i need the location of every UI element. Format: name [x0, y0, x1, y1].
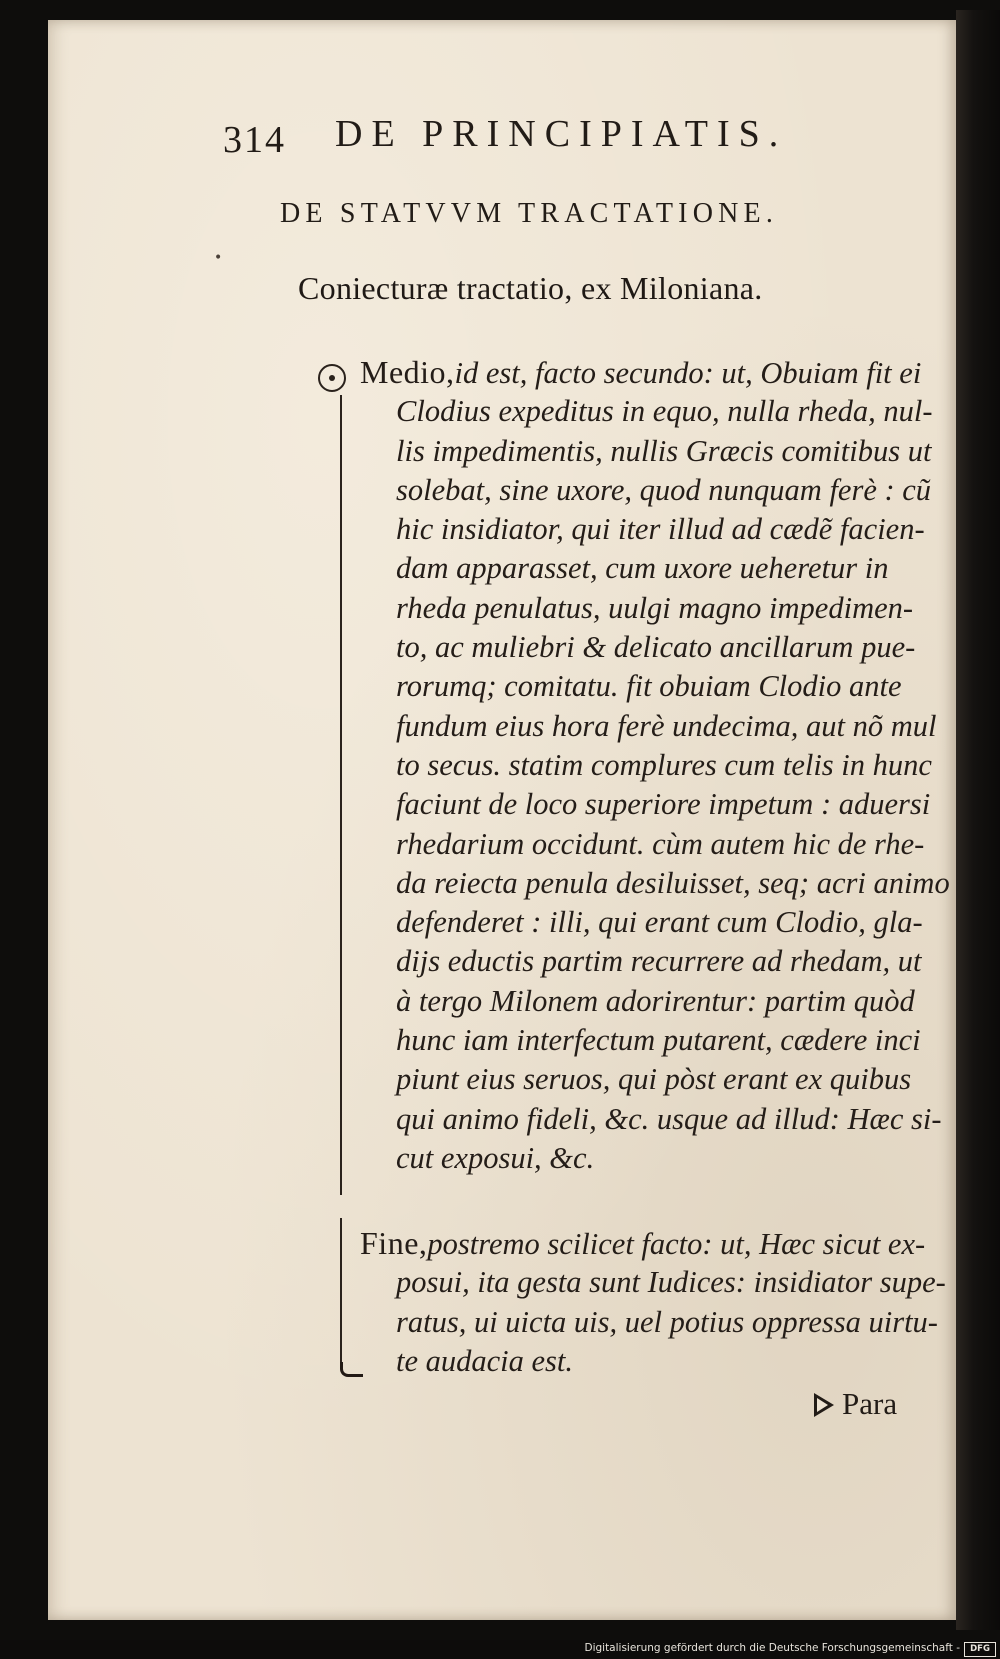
- lead-word-medio: Medio,: [360, 354, 455, 390]
- body-line: rheda penulatus, uulgi magno impedimen-: [396, 590, 914, 625]
- triangle-pointer-icon: [814, 1393, 834, 1417]
- paragraph-first-line: [360, 1223, 926, 1262]
- body-line: Clodius expeditus in equo, nulla rheda, nul-: [396, 394, 933, 429]
- body-line: hunc iam interfectum putarent, cædere inci: [396, 1023, 921, 1058]
- body-line: rhedarium occidunt. cùm autem hic de rhe-: [396, 826, 925, 861]
- dfg-logo: DFG: [964, 1642, 996, 1657]
- body-line: hic insidiator, qui iter illud ad cædẽ facien-: [396, 512, 925, 547]
- fine-paragraph: [360, 1223, 946, 1380]
- body-line: da reiecta penula desiluisset, seq; acri animo: [396, 865, 950, 900]
- body-line: faciunt de loco superiore impetum : aduersi: [396, 787, 931, 822]
- paragraph-first-line: [360, 353, 920, 392]
- margin-bracket-medio: [340, 395, 342, 1195]
- medio-paragraph: [360, 353, 950, 1178]
- body-line: postremo scilicet facto: ut, Hæc sicut ex-: [427, 1227, 926, 1261]
- ink-speck: •: [214, 250, 223, 266]
- book-edge: [956, 10, 1000, 1630]
- body-line: to, ac muliebri & delicato ancillarum pue-: [396, 630, 916, 665]
- funding-credit: Digitalisierung gefördert durch die Deutsche Forschungsgemeinschaft -: [584, 1642, 960, 1654]
- subheading: Coniecturæ tractatio, ex Miloniana.: [298, 270, 763, 306]
- catchword-text: Para: [842, 1386, 898, 1421]
- body-line: cut exposui, &c.: [396, 1140, 595, 1175]
- body-line: id est, facto secundo: ut, Obuiam fit ei: [454, 356, 922, 390]
- body-line: te audacia est.: [396, 1343, 574, 1378]
- page-number: 314: [223, 119, 286, 161]
- body-line: defenderet : illi, qui erant cum Clodio, gla-: [396, 905, 923, 940]
- body-line: rorumq; comitatu. fit obuiam Clodio ante: [396, 669, 902, 704]
- section-title: DE STATVVM TRACTATIONE.: [280, 198, 779, 229]
- lead-word-fine: Fine,: [360, 1225, 428, 1261]
- body-line: ratus, ui uicta uis, uel potius oppressa uirtu-: [396, 1304, 938, 1339]
- catchword: [814, 1386, 897, 1422]
- body-line: à tergo Milonem adorirentur: partim quòd: [396, 983, 915, 1018]
- body-line: posui, ita gesta sunt Iudices: insidiator supe-: [396, 1265, 946, 1300]
- body-line: fundum eius hora ferè undecima, aut nõ mul: [396, 708, 937, 743]
- running-title: DE PRINCIPIATIS.: [335, 113, 788, 155]
- body-line: lis impedimentis, nullis Græcis comitibus ut: [396, 433, 932, 468]
- body-line: solebat, sine uxore, quod nunquam ferè : cũ: [396, 472, 932, 507]
- body-line: dijs eductis partim recurrere ad rhedam, ut: [396, 944, 922, 979]
- body-line: dam apparasset, cum uxore ueheretur in: [396, 551, 889, 586]
- body-line: to secus. statim complures cum telis in hunc: [396, 747, 932, 782]
- running-head: [223, 112, 823, 162]
- margin-bracket-fine: [340, 1218, 342, 1364]
- body-line: piunt eius seruos, qui pòst erant ex quibus: [396, 1062, 912, 1097]
- body-line: qui animo fideli, &c. usque ad illud: Hæc si-: [396, 1101, 942, 1136]
- circle-dot-icon: [318, 364, 346, 392]
